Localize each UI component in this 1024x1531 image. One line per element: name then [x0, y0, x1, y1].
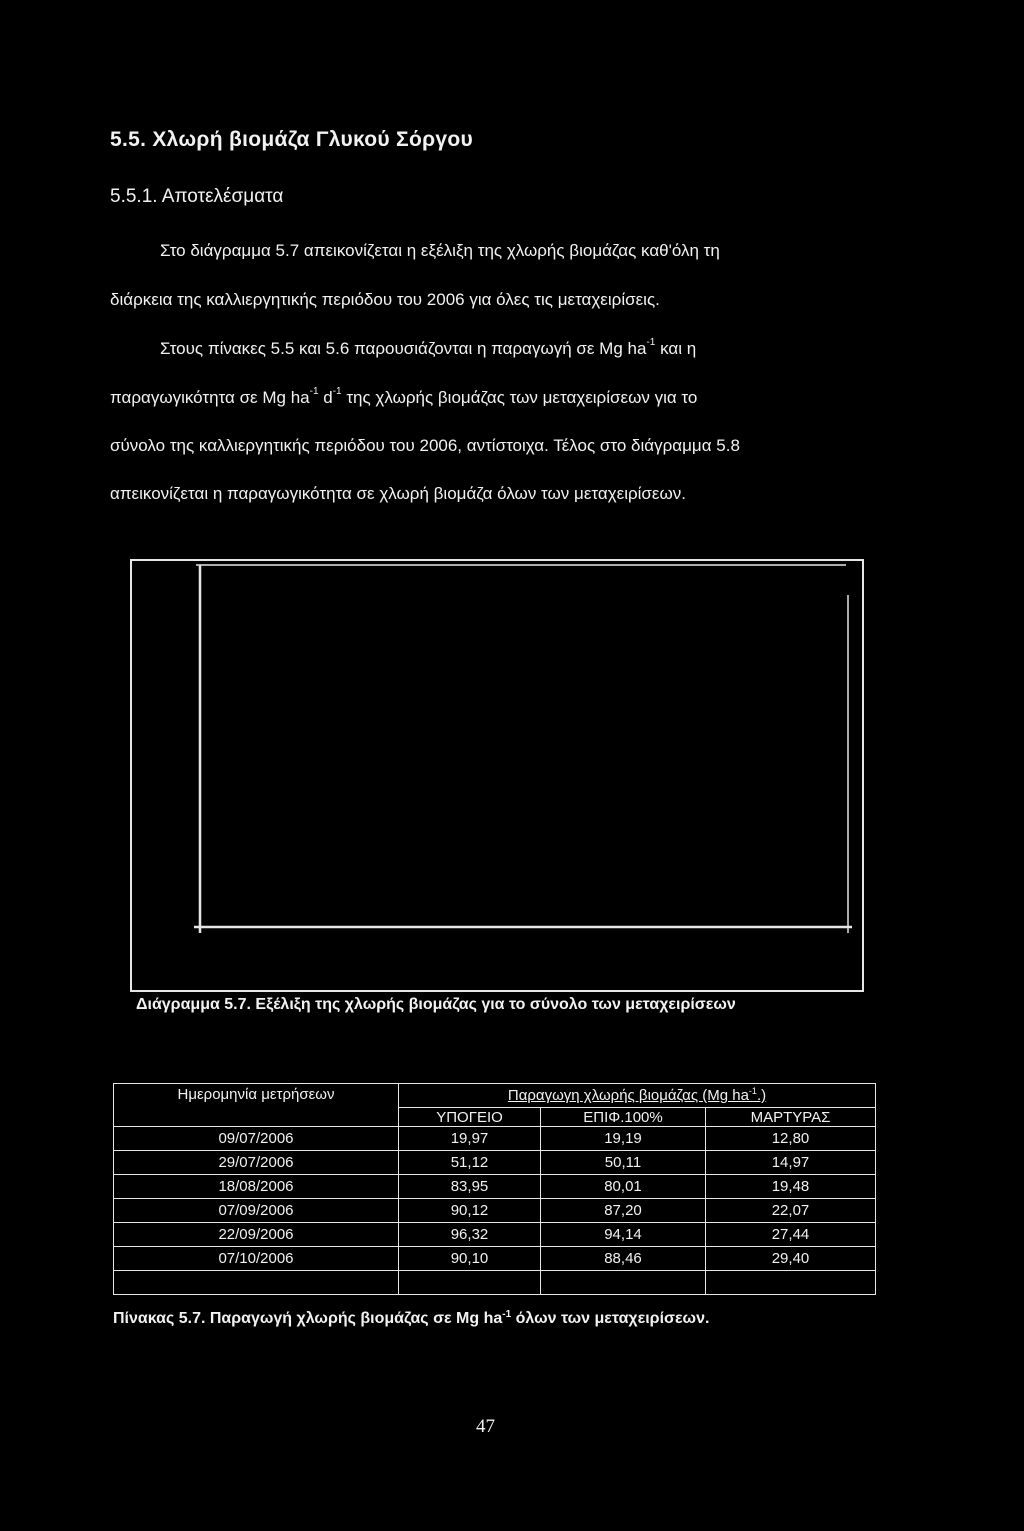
value-cell: 83,95 — [399, 1175, 541, 1199]
empty-cell — [706, 1271, 876, 1295]
section-title: 5.5. Χλωρή βιομάζα Γλυκού Σόργου — [110, 128, 474, 151]
header-date: Ημερομηνία μετρήσεων — [114, 1084, 399, 1127]
paragraph-line-3 — [160, 339, 696, 359]
value-cell: 94,14 — [541, 1223, 706, 1247]
empty-cell — [114, 1271, 399, 1295]
paragraph-line-3-text: Στους πίνακες 5.5 και 5.6 παρουσιάζονται η παραγωγή σε Mg ha — [160, 339, 647, 358]
date-cell: 09/07/2006 — [114, 1127, 399, 1151]
column-header: ΕΠΙΦ.100% — [541, 1108, 706, 1127]
header-group-text — [508, 1087, 766, 1104]
date-cell: 07/09/2006 — [114, 1199, 399, 1223]
paragraph-line-2: διάρκεια της καλλιεργητικής περιόδου του 2006 για όλες τις μεταχειρίσεις. — [110, 290, 660, 309]
value-cell: 51,12 — [399, 1151, 541, 1175]
figure-caption: Διάγραμμα 5.7. Εξέλιξη της χλωρής βιομάζας για το σύνολο των μεταχειρίσεων — [136, 996, 736, 1013]
paragraph-line-4-unit: d — [318, 388, 333, 407]
empty-cell — [541, 1271, 706, 1295]
paragraph-line-3-end: και η — [655, 339, 697, 358]
value-cell: 50,11 — [541, 1151, 706, 1175]
superscript: -1 — [309, 386, 319, 397]
paragraph-line-4-end: της χλωρής βιομάζας των μεταχειρίσεων για το — [341, 388, 698, 407]
column-header: ΥΠΟΓΕΙΟ — [399, 1108, 541, 1127]
table-caption — [113, 1310, 709, 1328]
table-caption-end: όλων των μεταχειρίσεων. — [511, 1310, 710, 1327]
date-cell: 07/10/2006 — [114, 1247, 399, 1271]
date-cell: 18/08/2006 — [114, 1175, 399, 1199]
table-empty-row — [114, 1271, 876, 1295]
value-cell: 90,12 — [399, 1199, 541, 1223]
paragraph-line-5: σύνολο της καλλιεργητικής περιόδου του 2006, αντίστοιχα. Τέλος στο διάγραμμα 5.8 — [110, 436, 740, 455]
value-cell: 12,80 — [706, 1127, 876, 1151]
value-cell: 96,32 — [399, 1223, 541, 1247]
value-cell: 88,46 — [541, 1247, 706, 1271]
header-group-end: .) — [756, 1087, 767, 1104]
table-header-row — [114, 1084, 876, 1108]
date-cell: 22/09/2006 — [114, 1223, 399, 1247]
paragraph-line-1: Στο διάγραμμα 5.7 απεικονίζεται η εξέλιξη της χλωρής βιομάζας καθ'όλη τη — [160, 241, 720, 260]
table-row — [114, 1199, 876, 1223]
page-number: 47 — [476, 1416, 495, 1437]
value-cell: 90,10 — [399, 1247, 541, 1271]
table-caption-text: Πίνακας 5.7. Παραγωγή χλωρής βιομάζας σε Mg ha — [113, 1310, 503, 1327]
table-row — [114, 1151, 876, 1175]
chart-area — [130, 559, 864, 992]
value-cell: 80,01 — [541, 1175, 706, 1199]
value-cell: 19,48 — [706, 1175, 876, 1199]
empty-cell — [399, 1271, 541, 1295]
paragraph-line-4-text: παραγωγικότητα σε Mg ha — [110, 388, 310, 407]
date-cell: 29/07/2006 — [114, 1151, 399, 1175]
value-cell: 19,19 — [541, 1127, 706, 1151]
superscript: -1 — [332, 386, 342, 397]
production-table — [113, 1083, 876, 1295]
value-cell: 87,20 — [541, 1199, 706, 1223]
value-cell: 27,44 — [706, 1223, 876, 1247]
value-cell: 22,07 — [706, 1199, 876, 1223]
paragraph-line-6: απεικονίζεται η παραγωγικότητα σε χλωρή βιομάζα όλων των μεταχειρίσεων. — [110, 484, 686, 503]
superscript: -1 — [748, 1086, 757, 1096]
paragraph-line-4 — [110, 388, 697, 408]
superscript: -1 — [502, 1309, 512, 1320]
value-cell: 14,97 — [706, 1151, 876, 1175]
subsection-title: 5.5.1. Αποτελέσματα — [110, 186, 284, 207]
column-header: ΜΑΡΤΥΡΑΣ — [706, 1108, 876, 1127]
table-row — [114, 1247, 876, 1271]
table-row — [114, 1175, 876, 1199]
header-group — [399, 1084, 876, 1108]
header-group-label: Παραγωγη χλωρής βιομάζας (Mg ha — [507, 1087, 749, 1104]
value-cell: 19,97 — [399, 1127, 541, 1151]
superscript: -1 — [646, 337, 656, 348]
table-row — [114, 1127, 876, 1151]
value-cell: 29,40 — [706, 1247, 876, 1271]
table-row — [114, 1223, 876, 1247]
